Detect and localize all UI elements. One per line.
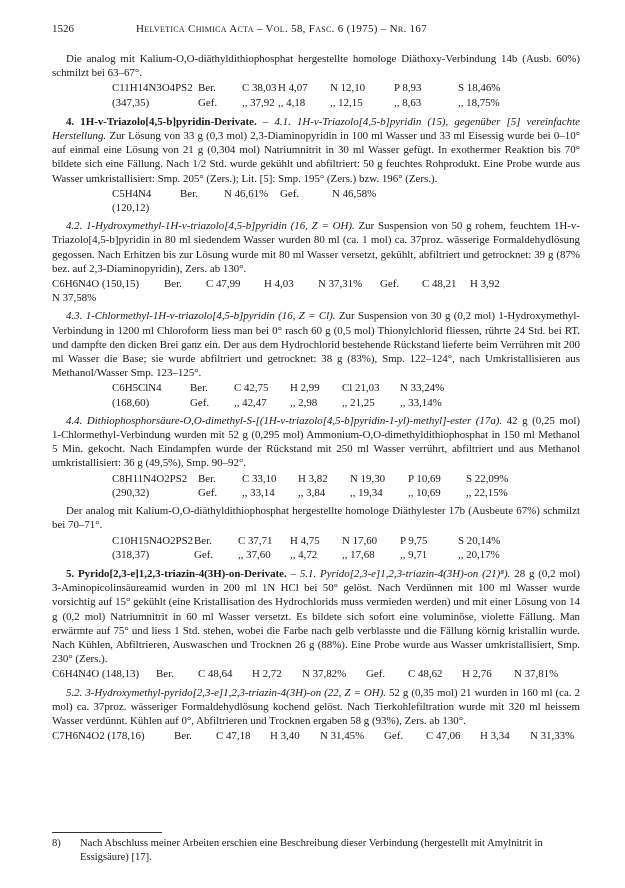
analysis-value: N 37,81%: [514, 668, 559, 681]
analysis-value: P 10,69: [408, 472, 441, 485]
analysis-gef-label: Gef.: [280, 187, 300, 200]
section-4-3: [52, 309, 580, 380]
analysis-value: ,, 37,60: [238, 548, 271, 561]
analysis-value: H 3,40: [270, 730, 300, 743]
analysis-mw: (347,35): [112, 96, 150, 109]
subsection-title: – 5.1. Pyrido[2,3-e]1,2,3-triazin-4(3H)-on (21)⁸).: [290, 567, 511, 580]
analysis-formula: C7H6N4O2 (178,16): [52, 730, 145, 743]
analysis-gef-label: Gef.: [198, 96, 218, 109]
analysis-value: C 42,75: [234, 382, 269, 395]
analysis-value: H 2,72: [252, 668, 282, 681]
elemental-analysis-17b: [112, 534, 580, 562]
analysis-ber-label: Ber.: [164, 278, 182, 291]
footnote: [52, 837, 580, 864]
analysis-value: ,, 9,71: [400, 548, 428, 561]
analysis-value: ,, 37,92: [242, 96, 275, 109]
paragraph-14b: Die analog mit Kalium-O,O-diäthyldithiophosphat hergestellte homologe Diäthoxy-Verbindung 14b (Ausb. 60%) schmilzt bei 63–67°.: [52, 53, 580, 80]
analysis-value: ,, 4,72: [290, 548, 318, 561]
elemental-analysis-22: [52, 729, 580, 743]
section-4-1: [52, 115, 580, 186]
section-5-1: [52, 567, 580, 666]
analysis-value: ,, 12,15: [330, 96, 363, 109]
analysis-value: N 31,45%: [320, 730, 365, 743]
analysis-gef-label: Gef.: [380, 278, 400, 291]
footnote-text: Nach Abschluss meiner Arbeiten erschien eine Beschreibung dieser Verbindung (hergestellt mit Amylnitrit in Essigsäure) [17].: [80, 838, 543, 863]
analysis-ber-label: Ber.: [198, 82, 216, 95]
analysis-ber-label: Ber.: [194, 534, 212, 547]
analysis-value: H 2,76: [462, 668, 492, 681]
analysis-value: H 4,75: [290, 534, 320, 547]
analysis-gef-label: Gef.: [198, 486, 218, 499]
analysis-value: N 19,30: [350, 472, 386, 485]
analysis-value: H 3,82: [298, 472, 328, 485]
analysis-value: ,, 22,15%: [466, 486, 508, 499]
analysis-gef-label: Gef.: [366, 668, 386, 681]
subsection-title: 4.4. Dithiophosphorsäure-O,O-dimethyl-S-[(1H-v-triazolo[4,5-b]pyridin-1-yl)-methyl]-ester (17a).: [66, 414, 503, 427]
subsection-title: 4.2. 1-Hydroxymethyl-1H-v-triazolo[4,5-b]pyridin (16, Z = OH).: [66, 220, 355, 233]
elemental-analysis-16-cl: [112, 381, 580, 409]
analysis-formula: C8H11N4O2PS2: [112, 472, 188, 485]
analysis-value: H 3,34: [480, 730, 510, 743]
section-heading: 4. 1H-v-Triazolo[4,5-b]pyridin-Derivate.: [66, 115, 257, 128]
subsection-title: 4.3. 1-Chlormethyl-1H-v-triazolo[4,5-b]pyridin (16, Z = Cl).: [66, 310, 336, 323]
analysis-value: P 8,93: [394, 82, 422, 95]
elemental-analysis-14b: [112, 81, 580, 109]
section-4-4: [52, 414, 580, 471]
analysis-value: N 37,31%: [318, 278, 363, 291]
page-number: 1526: [52, 23, 74, 35]
subsection-title: 5.2. 3-Hydroxymethyl-pyrido[2,3-e]1,2,3-triazin-4(3H)-on (22, Z = OH).: [66, 686, 386, 699]
analysis-mw: (318,37): [112, 548, 150, 561]
subsection-text: Zur Suspension von 30 g (0,2 mol) 1-Hydroxymethyl-Verbindung in 1200 ml Chloroform liess man bei 0° rasch 60 g (0,5 mol) Thionylchlorid fliessen, rührte 24 Std. bei RT. und dampfte den dicken Brei ganz ein. Der aus dem Hydrochlorid bestehende Rückstand lieferte beim Verrühren mit 200 ml Wasser die Base; sie wurde abfiltriert und getrocknet: 38 g (83%), Smp. 122–124°, nach Umkristallisieren aus Methanol/Wasser Smp. 123–125°.: [52, 310, 580, 380]
analysis-value: H 2,99: [290, 382, 320, 395]
journal-title: Helvetica Chimica Acta – Vol. 58, Fasc. 6 (1975) – Nr. 167: [136, 23, 428, 35]
analysis-gef-label: Gef.: [384, 730, 404, 743]
analysis-mw: (120,12): [112, 202, 150, 215]
elemental-analysis-16-oh: [52, 277, 580, 305]
analysis-value: ,, 17,68: [342, 548, 375, 561]
analysis-value: C 47,99: [206, 278, 241, 291]
analysis-ber-label: Ber.: [198, 472, 216, 485]
analysis-value: N 17,60: [342, 534, 378, 547]
analysis-formula: C6H4N4O (148,13): [52, 668, 140, 681]
analysis-value: ,, 10,69: [408, 486, 441, 499]
subsection-title: – 4.1. 1H-v-Triazolo[4,5-b]pyridin (15), gegenüber [5] vereinfachte Herstellung.: [52, 115, 580, 143]
elemental-analysis-15: [112, 187, 580, 215]
analysis-mw: (290,32): [112, 486, 150, 499]
analysis-value: ,, 33,14: [242, 486, 275, 499]
analysis-mw: (168,60): [112, 396, 150, 409]
analysis-value: C 47,06: [426, 730, 461, 743]
analysis-value: S 22,09%: [466, 472, 509, 485]
analysis-formula: C6H5ClN4: [112, 382, 162, 395]
analysis-value: ,, 19,34: [350, 486, 383, 499]
subsection-text: Zur Suspension von 50 g rohem, feuchtem 1H-v-Triazolo[4,5-b]pyridin in 80 ml siedendem Wasser wurden 80 ml (ca. 1 mol) ca. 37proz. wässerige Formaldehydlösung gegossen. Nach Erhitzen bis zur Lösung wurde mit 80 ml Wasser versetzt, gekühlt, abfiltriert und getrocknet: 39 g (87% bez. auf 2,3-Diaminopyridin), Zers. ab 130°.: [52, 220, 580, 275]
analysis-value: S 20,14%: [458, 534, 501, 547]
footnote-marker: 8): [52, 838, 61, 849]
section-5-2: [52, 686, 580, 729]
section-4-2: [52, 219, 580, 276]
subsection-text: 28 g (0,2 mol) 3-Aminopicolinsäureamid wurden in 200 ml 1N HCl bei 50° gelöst. Nach Verdünnen mit 100 ml Wasser wurde vorsichtig auf 15° gekühlt (eine Kristallisation des Hydrochlorids muss vermieden werden) und mit einer Lösung von 14 g (0,2 mol) Natriumnitrit in 60 ml Wasser versetzt. Es bildete sich sofort eine voluminöse, violette Fällung. Man erwärmte auf 75° und liess 1 Std. stehen, wobei die Farbe nach gelb verblasste und die Fällung körnig kristallin wurde. Nach Kühlen, Abfiltrieren, Auswaschen und Trocknen 26 g (88%). Eine Probe wurde aus Wasser umkristallisiert, Smp. 230° (Zers.).: [52, 567, 580, 666]
analysis-value: N 12,10: [330, 82, 366, 95]
analysis-value: N 31,33%: [530, 730, 575, 743]
elemental-analysis-21: [52, 667, 580, 681]
analysis-value: C 38,03: [242, 82, 277, 95]
analysis-value: N 37,82%: [302, 668, 347, 681]
analysis-value: Cl 21,03: [342, 382, 380, 395]
analysis-value: N 33,24%: [400, 382, 445, 395]
analysis-value: ,, 2,98: [290, 396, 318, 409]
analysis-value: S 18,46%: [458, 82, 501, 95]
analysis-formula: C10H15N4O2PS2: [112, 534, 194, 547]
analysis-value: ,, 18,75%: [458, 96, 500, 109]
subsection-text: Zur Lösung von 33 g (0,3 mol) 2,3-Diaminopyridin in 100 ml Wasser und 33 ml Eisessig wurde bei 0–10° auf einmal eine Lösung von 21 g (0,304 mol) Natriumnitrit in 30 ml Wasser gefügt. In exothermer Reaktion bis 70° bildete sich eine Fällung. Nach 1/2 Std. wurde gekühlt und abfiltriert: 50 g feuchtes Rohprodukt. Eine Probe wurde aus Wasser umkristallisiert: Smp. 205° (Zers.); Lit. [5]: Smp. 195° (Zers.) bzw. 196° (Zers.).: [52, 130, 580, 185]
analysis-formula: C11H14N3O4PS2: [112, 82, 193, 95]
footnote-rule: [52, 832, 162, 833]
analysis-gef-label: Gef.: [190, 396, 210, 409]
analysis-value: ,, 3,84: [298, 486, 326, 499]
analysis-value: C 33,10: [242, 472, 277, 485]
analysis-value: ,, 21,25: [342, 396, 375, 409]
elemental-analysis-17a: [112, 472, 580, 500]
analysis-value: N 37,58%: [52, 292, 97, 305]
analysis-value: N 46,58%: [332, 187, 377, 200]
running-header: [52, 22, 580, 38]
analysis-value: H 3,92: [470, 278, 500, 291]
analysis-value: C 37,71: [238, 534, 273, 547]
analysis-formula: C6H6N4O (150,15): [52, 278, 140, 291]
subsection-text: 52 g (0,35 mol) 21 wurden in 160 ml (ca. 2 mol) ca. 37proz. wässeriger Formaldehydlösung kochend gelöst. Nach Tierkohlefiltration wurde mit 320 ml heissem Wasser verdünnt. Kühlen auf 0°, Abfiltrieren und Trocknen ergaben 58 g (93%), Zers. ab 130°.: [52, 686, 580, 727]
paragraph-17b: Der analog mit Kalium-O,O-diäthyldithiophosphat hergestellte homologe Diäthylester 17b (Ausbeute 67%) schmilzt bei 70–71°.: [52, 505, 580, 532]
analysis-formula: C5H4N4: [112, 187, 152, 200]
analysis-ber-label: Ber.: [156, 668, 174, 681]
analysis-ber-label: Ber.: [174, 730, 192, 743]
analysis-ber-label: Ber.: [180, 187, 198, 200]
analysis-value: ,, 33,14%: [400, 396, 442, 409]
analysis-value: H 4,03: [264, 278, 294, 291]
analysis-value: H 4,07: [278, 82, 308, 95]
analysis-value: ,, 8,63: [394, 96, 422, 109]
footnote-area: [52, 832, 580, 864]
analysis-value: C 48,21: [422, 278, 457, 291]
analysis-value: N 46,61%: [224, 187, 269, 200]
section-heading: 5. Pyrido[2,3-e]1,2,3-triazin-4(3H)-on-Derivate.: [66, 567, 287, 580]
analysis-value: ,, 42,47: [234, 396, 267, 409]
analysis-value: C 48,64: [198, 668, 233, 681]
analysis-value: C 48,62: [408, 668, 443, 681]
analysis-value: ,, 20,17%: [458, 548, 500, 561]
subsection-text: 42 g (0,25 mol) 1-Chlormethyl-Verbindung wurden mit 52 g (0,295 mol) Ammonium-O,O-dimethyldithiophosphat in 150 ml Methanol 5 Min. gekocht. Nach Eindampfen wurde der Rückstand mit 250 ml Wasser verrührt, abfiltriert und aus Methanol umkristallisiert: 36 g (49,5%), Smp. 90–92°.: [52, 414, 580, 470]
article-body: [52, 52, 580, 747]
analysis-ber-label: Ber.: [190, 382, 208, 395]
analysis-gef-label: Gef.: [194, 548, 214, 561]
analysis-value: ,, 4,18: [278, 96, 306, 109]
analysis-value: C 47,18: [216, 730, 251, 743]
analysis-value: P 9,75: [400, 534, 428, 547]
